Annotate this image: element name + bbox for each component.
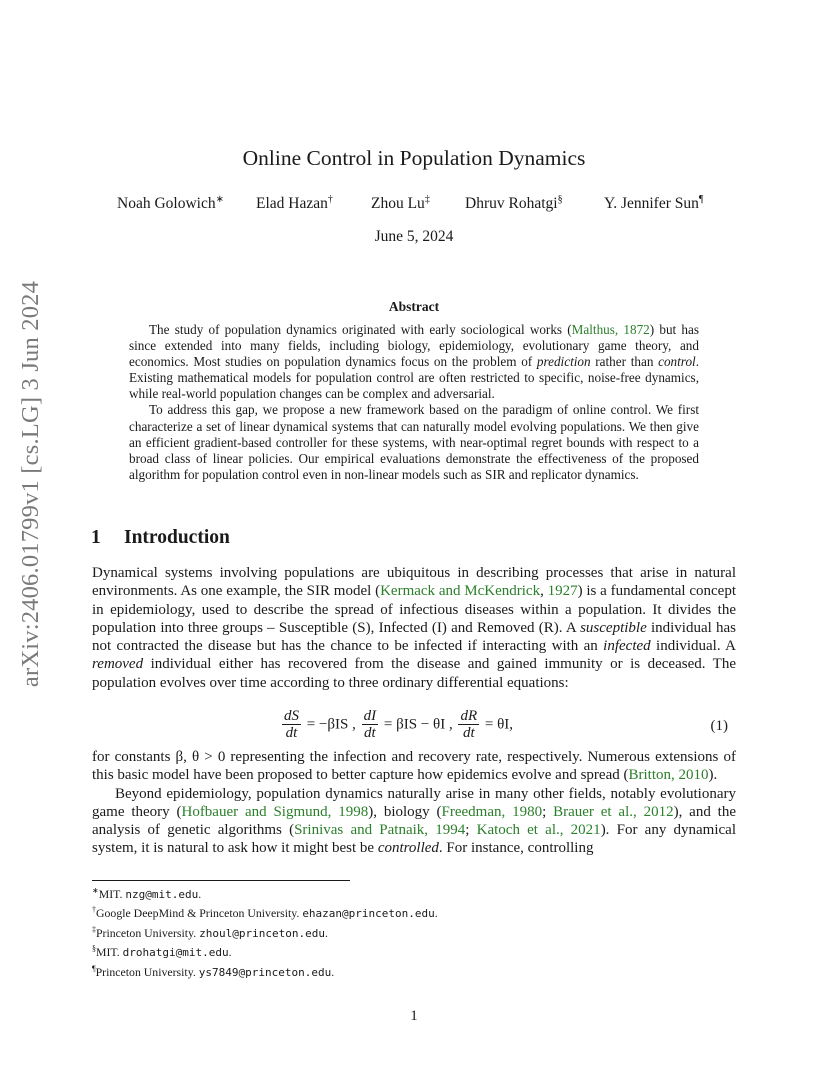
author-name: Zhou Lu‡ <box>371 194 430 213</box>
author-name: Noah Golowich∗ <box>117 194 224 213</box>
citation-link[interactable]: Freedman, 1980 <box>441 803 543 820</box>
intro-paragraph: Dynamical systems involving populations are ubiquitous in describing processes that arise in natural environments. As one example, the SIR model (Kermack and McKendrick, 1927) is a fundamental concept in epidemiology, used to describe the spread of infectious diseases within a population. It divides the population into three groups – Susceptible (S), Infected (I) and Removed (R). A susceptible individual has not contracted the disease but has the chance to be infected if interacting with an infected individual. A removed individual either has recovered from the disease and gained immunity or is deceased. The population evolves over time according to three ordinary differential equations: <box>92 565 736 691</box>
citation-link[interactable]: Kermack and McKendrick <box>380 583 541 600</box>
email-link[interactable]: drohatgi@mit.edu <box>122 946 229 960</box>
email-link[interactable]: ehazan@princeton.edu <box>302 907 435 921</box>
citation-link[interactable]: Brauer et al., 2012 <box>553 803 674 820</box>
abstract-paragraph: The study of population dynamics originated with early sociological works (Malthus, 1872) but has since extended into many fields, including biology, epidemiology, evolutionary game theory, and economics. Most studies on population dynamics focus on the problem of prediction rather than control. Existing mathematical models for population control are often restricted to specific, noise-free dynamics, while real-world population changes can be complex and adversarial. <box>129 322 699 402</box>
paper-date: June 5, 2024 <box>374 228 454 245</box>
fraction: $\frac{dR}{dt}$ <box>460 708 478 741</box>
fraction: $\frac{dI}{dt}$ <box>363 708 377 741</box>
citation-link[interactable]: 1927 <box>547 583 578 600</box>
footnote: †Google DeepMind & Princeton University. ehazan@princeton.edu. <box>92 905 438 921</box>
footnote: §MIT. drohatgi@mit.edu. <box>92 944 232 960</box>
equation-number: (1) <box>710 718 728 734</box>
fraction: $\frac{dS}{dt}$ <box>284 708 299 741</box>
citation-link[interactable]: Katoch et al., 2021 <box>476 822 601 839</box>
intro-paragraph: for constants β, θ > 0 representing the infection and recovery rate, respectively. Numerous extensions of this basic model have been proposed to better capture how epidemics evolve and spread (Britton, 2010). Beyond epidemiology, population dynamics naturally arise in many other fields, notably evolutionary game theory (Hofbauer and Sigmund, 1998), biology (Freedman, 1980; Brauer et al., 2012), and the analysis of genetic algorithms (Srinivas and Patnaik, 1994; Katoch et al., 2021). For any dynamical system, it is natural to ask how it might best be controlled. For instance, controlling <box>92 749 736 857</box>
equation-content: $\frac{dS}{dt}$ = −βIS , $\frac{dI}{dt}$ = βIS − θI , $\frac{dR}{dt}$ = θI, <box>284 708 514 741</box>
footnote-divider <box>92 880 350 881</box>
footnote: ¶Princeton University. ys7849@princeton.edu. <box>92 963 335 979</box>
citation-link[interactable]: Srinivas and Patnaik, 1994 <box>294 822 466 839</box>
paper-title: Online Control in Population Dynamics <box>242 146 586 170</box>
footnote: ∗MIT. nzg@mit.edu. <box>92 886 202 901</box>
arxiv-stamp <box>14 280 48 688</box>
footnote: ‡Princeton University. zhoul@princeton.edu. <box>92 924 328 940</box>
email-link[interactable]: ys7849@princeton.edu <box>198 965 332 979</box>
author-name: Y. Jennifer Sun¶ <box>604 194 704 213</box>
section-heading: 1 Introduction <box>91 527 230 548</box>
author-name: Elad Hazan† <box>256 194 333 213</box>
author-list <box>0 194 828 214</box>
page-number: 1 <box>410 1008 418 1024</box>
abstract-heading: Abstract <box>388 299 440 314</box>
citation-link[interactable]: Malthus, 1872 <box>571 322 650 337</box>
abstract-body <box>129 322 699 483</box>
citation-link[interactable]: Britton, 2010 <box>628 767 709 784</box>
email-link[interactable]: zhoul@princeton.edu <box>199 926 325 940</box>
footnotes <box>92 883 692 980</box>
citation-link[interactable]: Hofbauer and Sigmund, 1998 <box>181 803 369 820</box>
arxiv-stamp-text: arXiv:2406.01799v1 [cs.LG] 3 Jun 2024 <box>17 280 44 688</box>
sir-equation <box>92 706 736 746</box>
email-link[interactable]: nzg@mit.edu <box>125 887 199 901</box>
author-name: Dhruv Rohatgi§ <box>465 194 563 213</box>
abstract-paragraph: To address this gap, we propose a new framework based on the paradigm of online control. We first characterize a set of linear dynamical systems that can naturally model evolving populations. We then give an efficient gradient-based controller for these systems, with near-optimal regret bounds with respect to a broad class of linear policies. Our empirical evaluations demonstrate the effectiveness of the proposed algorithm for population control even in non-linear models such as SIR and replicator dynamics. <box>129 402 699 482</box>
